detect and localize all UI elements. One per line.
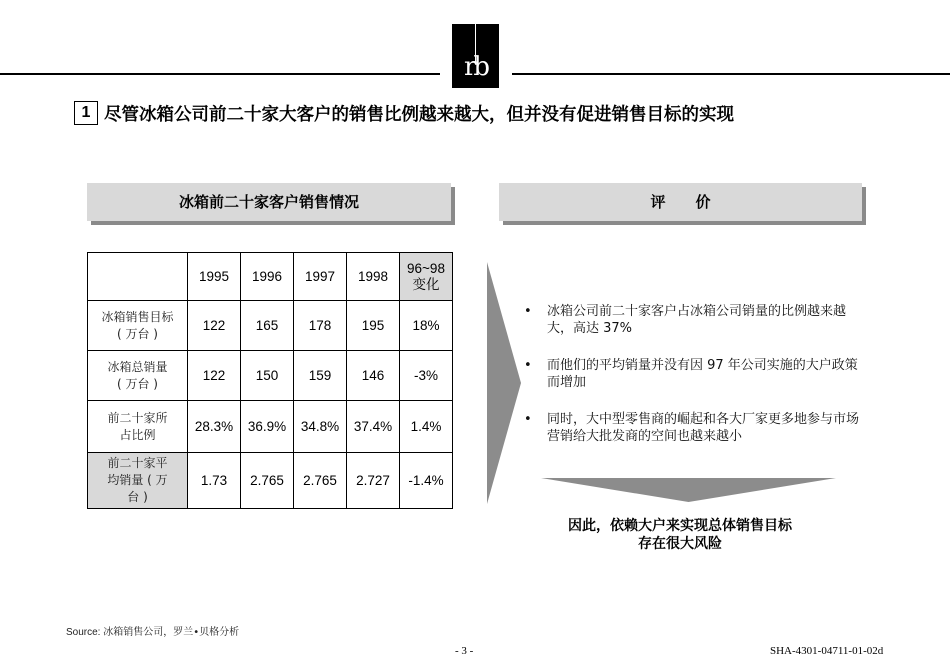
table-cell: 159 <box>294 351 347 401</box>
column-header: 1995 <box>188 253 241 301</box>
table-cell: -1.4% <box>400 453 453 509</box>
table-cell: 122 <box>188 351 241 401</box>
table-cell: -3% <box>400 351 453 401</box>
table-cell: 37.4% <box>347 401 400 453</box>
column-header: 1998 <box>347 253 400 301</box>
table-cell: 2.765 <box>241 453 294 509</box>
bullet-text: 冰箱公司前二十家客户占冰箱公司销量的比例越来越大，高达 37% <box>547 304 847 336</box>
list-item <box>520 357 865 391</box>
row-label: 前二十家平 均销量 ( 万 台 ) <box>88 453 188 509</box>
source-note <box>66 623 239 638</box>
table-corner-cell <box>88 253 188 301</box>
table-row <box>88 453 453 509</box>
table-cell: 146 <box>347 351 400 401</box>
table-cell: 34.8% <box>294 401 347 453</box>
bullet-icon: • <box>524 304 532 319</box>
table-cell: 2.727 <box>347 453 400 509</box>
row-label: 冰箱总销量 ( 万台 ) <box>88 351 188 401</box>
row-label: 冰箱销售目标 ( 万台 ) <box>88 301 188 351</box>
table-cell: 122 <box>188 301 241 351</box>
evaluation-list <box>520 303 865 465</box>
down-arrow-icon <box>541 478 836 502</box>
slide-title: 尽管冰箱公司前二十家大客户的销售比例越来越大，但并没有促进销售目标的实现 <box>104 105 734 125</box>
column-header: 1996 <box>241 253 294 301</box>
bullet-text: 同时，大中型零售商的崛起和各大厂家更多地参与市场营销给大批发商的空间也越来越小 <box>547 412 860 444</box>
table-cell: 1.73 <box>188 453 241 509</box>
right-arrow-icon <box>486 262 522 504</box>
column-header: 1997 <box>294 253 347 301</box>
table-header-row <box>88 253 453 301</box>
list-item <box>520 411 865 445</box>
table-cell: 165 <box>241 301 294 351</box>
list-item <box>520 303 865 337</box>
slide-number-badge: 1 <box>74 101 98 125</box>
table-cell: 178 <box>294 301 347 351</box>
source-text: 冰箱销售公司，罗兰•贝格分析 <box>103 627 240 638</box>
row-label: 前二十家所 占比例 <box>88 401 188 453</box>
table-cell: 150 <box>241 351 294 401</box>
table-cell: 1.4% <box>400 401 453 453</box>
header-rule-left <box>0 73 440 75</box>
bullet-icon: • <box>524 412 532 427</box>
bullet-icon: • <box>524 358 532 373</box>
table-cell: 195 <box>347 301 400 351</box>
table-cell: 18% <box>400 301 453 351</box>
table-cell: 36.9% <box>241 401 294 453</box>
table-cell: 28.3% <box>188 401 241 453</box>
header-rule-right <box>512 73 950 75</box>
sales-table <box>87 252 453 509</box>
table-row <box>88 401 453 453</box>
table-row <box>88 351 453 401</box>
source-label: Source: <box>66 627 101 638</box>
column-header-change: 96~98 变化 <box>400 253 453 301</box>
right-panel-header: 评 价 <box>499 183 862 221</box>
left-panel-header: 冰箱前二十家客户销售情况 <box>87 183 451 221</box>
company-logo <box>452 24 499 88</box>
bullet-text: 而他们的平均销量并没有因 97 年公司实施的大户政策而增加 <box>547 358 858 390</box>
logo-mark: rb <box>463 52 488 82</box>
page-number: - 3 - <box>455 645 474 657</box>
table-row <box>88 301 453 351</box>
table-cell: 2.765 <box>294 453 347 509</box>
document-id: SHA-4301-04711-01-02d <box>770 645 884 657</box>
conclusion-text: 因此，依赖大户来实现总体销售目标 存在很大风险 <box>568 518 792 552</box>
